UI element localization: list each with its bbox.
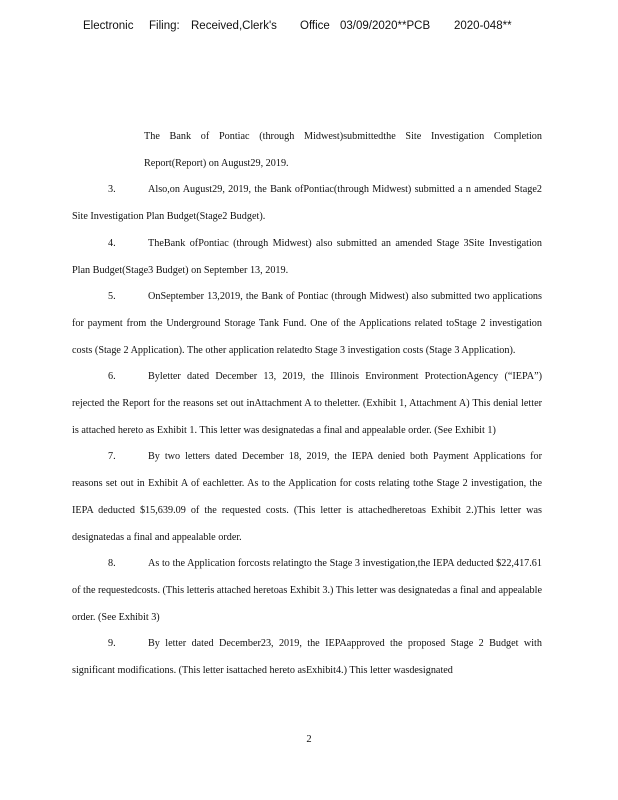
paragraph-9	[72, 631, 542, 684]
paragraph-3	[72, 177, 542, 230]
paragraph-text: TheBank ofPontiac (through Midwest) also submitted an amended Stage 3Site Investigation Plan Budget(Stage3 Budget) on September 13, 2019.	[72, 237, 542, 276]
header-office: Office	[300, 20, 330, 32]
paragraph-7	[72, 444, 542, 551]
paragraph-text: Byletter dated December 13, 2019, the Illinois Environment ProtectionAgency (“IEPA”) rejected the Report for the reasons set out inAttachment A to theletter. (Exhibit 1, Attachment A) This denial letter is attached hereto as Exhibit 1. This letter was designatedas a final and appealable order. (See Exhibit 1)	[72, 371, 542, 436]
paragraph-number: 8.	[108, 558, 116, 570]
paragraph-text: Also,on August29, 2019, the Bank ofPontiac(through Midwest) submitted a n amended Stage2 Site Investigation Plan Budget(Stage2 Budget).	[72, 184, 542, 223]
paragraph-4	[72, 231, 542, 284]
paragraph-site-investigation	[72, 124, 542, 177]
paragraph-number: 4.	[108, 237, 116, 249]
document-body	[72, 124, 542, 685]
header-received: Received,Clerk's	[191, 20, 277, 32]
paragraph-text: The Bank of Pontiac (through Midwest)submittedthe Site Investigation Completion Report(Report) on August29, 2019.	[144, 131, 542, 169]
header-case-number: 2020-048**	[454, 20, 512, 32]
header-date: 03/09/2020**PCB	[340, 20, 431, 32]
header-filing: Filing:	[149, 20, 180, 32]
paragraph-8	[72, 551, 542, 631]
page-number: 2	[306, 734, 312, 745]
paragraph-text: As to the Application forcosts relatingto the Stage 3 investigation,the IEPA deducted $22,417.61 of the requestedcosts. (This letteris attached heretoas Exhibit 3.) This letter was designatedas a final and appealable order. (See Exhibit 3)	[72, 558, 542, 623]
paragraph-number: 9.	[108, 638, 116, 650]
paragraph-text: OnSeptember 13,2019, the Bank of Pontiac (through Midwest) also submitted two applications for payment from the Underground Storage Tank Fund. One of the Applications related toStage 2 investigation costs (Stage 2 Application). The other application relatedto Stage 3 investigation costs (Stage 3 Application).	[72, 291, 542, 356]
paragraph-5	[72, 284, 542, 364]
paragraph-number: 7.	[108, 451, 116, 463]
header-electronic: Electronic	[83, 20, 134, 32]
paragraph-number: 3.	[108, 184, 116, 196]
paragraph-number: 5.	[108, 291, 116, 303]
paragraph-6	[72, 364, 542, 444]
paragraph-text: By two letters dated December 18, 2019, the IEPA denied both Payment Applications for reasons set out in Exhibit A of eachletter. As to the Application for costs relating tothe Stage 2 investigation, the IEPA deducted $15,639.09 of the requested costs. (This letter is attachedheretoas Exhibit 2.)This letter was designatedas a final and appealable order.	[72, 451, 542, 543]
paragraph-number: 6.	[108, 371, 116, 383]
paragraph-text: By letter dated December23, 2019, the IEPAapproved the proposed Stage 2 Budget with significant modifications. (This letter isattached hereto asExhibit4.) This letter wasdesignated	[72, 638, 542, 677]
